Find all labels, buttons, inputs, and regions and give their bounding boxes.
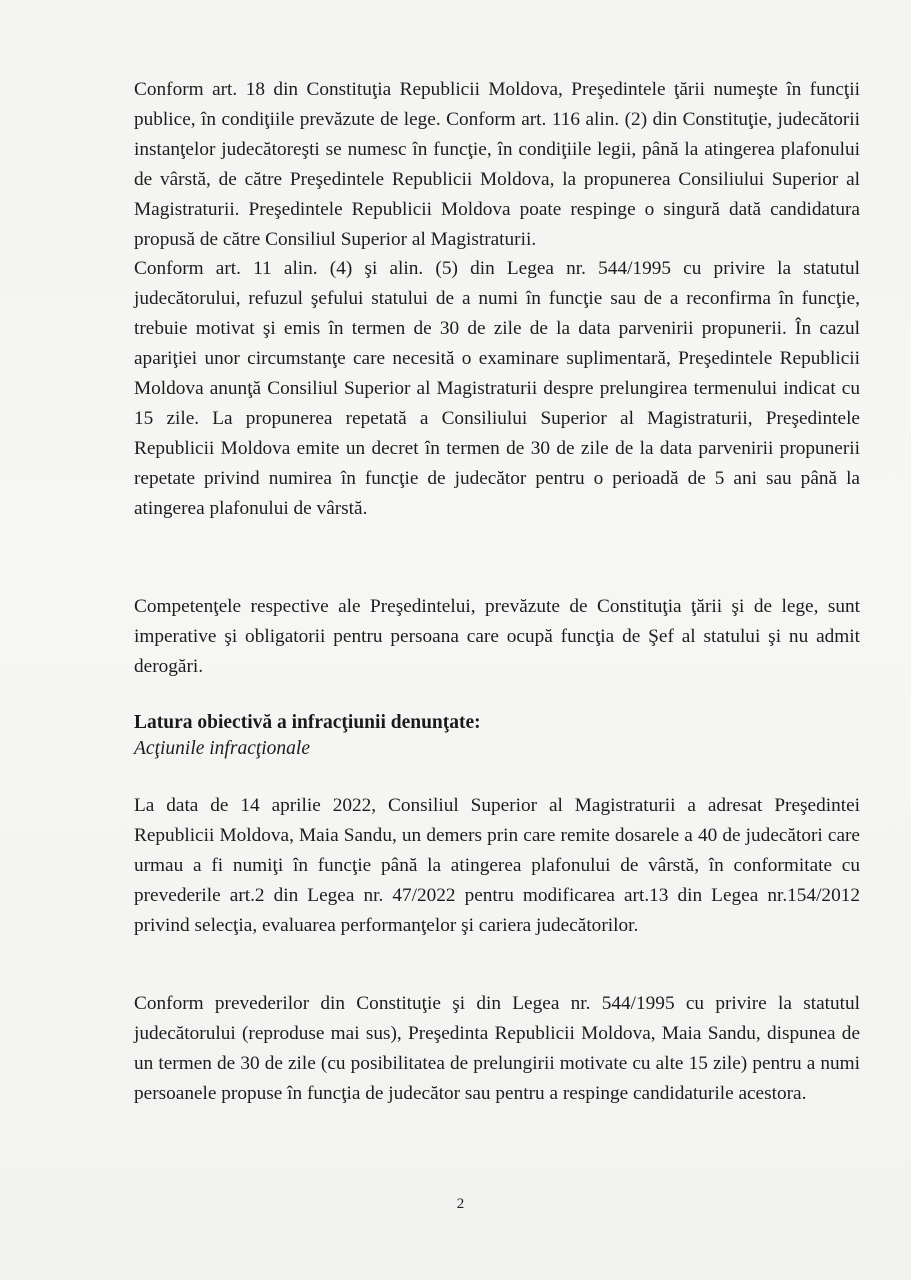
paragraph-competente: Competenţele respective ale Preşedintelui, prevăzute de Constituţia ţării şi de lege, sunt imperative şi obligatorii pentru persoana care ocupă funcţia de Şef al statului şi nu admit derogări. [134, 596, 860, 677]
paragraph-conform: Conform prevederilor din Constituţie şi din Legea nr. 544/1995 cu privire la statutul judecătorului (reproduse mai sus), Preşedinta Republicii Moldova, Maia Sandu, dispunea de un termen de 30 de zile (cu posibilitatea de prelungirii motivate cu alte 15 zile) pentru a numi persoanele propuse în funcţia de judecător sau pentru a respinge candidaturile acestora. [134, 993, 860, 1104]
paragraph-date: La data de 14 aprilie 2022, Consiliul Superior al Magistraturii a adresat Preşedintei Republicii Moldova, Maia Sandu, un demers prin care remite dosarele a 40 de judecători care urmau a fi numiţi în funcţie până la atingerea plafonului de vârstă, în conformitate cu prevederile art.2 din Legea nr. 47/2022 pentru modificarea art.13 din Legea nr.154/2012 privind selecţia, evaluarea performanţelor şi cariera judecătorilor. [134, 795, 860, 936]
date-section [134, 791, 860, 941]
competente-section [134, 592, 860, 682]
paragraph-law-544: Conform art. 11 alin. (4) şi alin. (5) din Legea nr. 544/1995 cu privire la statutul judecătorului, refuzul şefului statului de a numi în funcţie sau de a reconfirma în funcţie, trebuie motivat şi emis în termen de 30 de zile de la data parvenirii propunerii. În cazul apariţiei unor circumstanţe care necesită o examinare suplimentară, Preşedintele Republicii Moldova anunţă Consiliul Superior al Magistraturii despre prelungirea termenului indicat cu 15 zile. La propunerea repetată a Consiliului Superior al Magistraturii, Preşedintele Republicii Moldova emite un decret în termen de 30 de zile de la data parvenirii propunerii repetate privind numirea în funcţie de judecător pentru o perioadă de 5 ani sau până la atingerea plafonului de vârstă. [134, 258, 860, 519]
paragraph-constitution: Conform art. 18 din Constituţia Republicii Moldova, Preşedintele ţării numeşte în funcţii publice, în condiţiile prevăzute de lege. Conform art. 116 alin. (2) din Constituţie, judecătorii instanţelor judecătoreşti se numesc în funcţie, în condiţiile legii, până la atingerea plafonului de vârstă, de către Preşedintele Republicii Moldova, la propunerea Consiliului Superior al Magistraturii. Preşedintele Republicii Moldova poate respinge o singură dată candidatura propusă de către Consiliul Superior al Magistraturii. [134, 79, 860, 250]
intro-section [134, 75, 860, 524]
section-subheading: Acţiunile infracţionale [134, 738, 311, 759]
section-heading: Latura obiectivă a infracţiunii denunţate: [134, 712, 481, 733]
page-number: 2 [456, 1196, 465, 1212]
conform-section [134, 989, 860, 1109]
